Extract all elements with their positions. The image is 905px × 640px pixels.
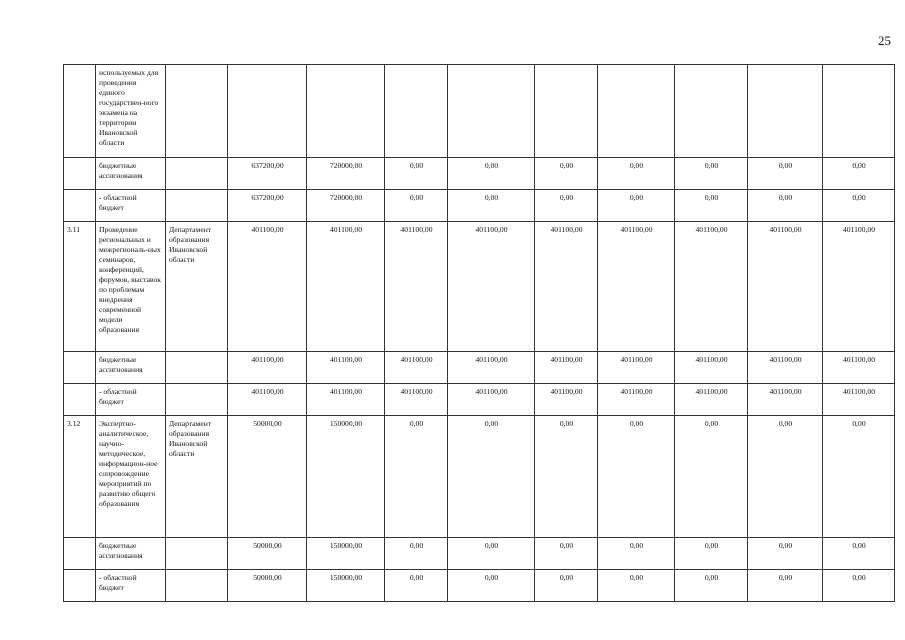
value-cell: 50000,00 <box>228 570 307 602</box>
value-cell: 401100,00 <box>675 222 748 352</box>
row-executor-cell: Департамент образования Ивановской области <box>166 416 228 538</box>
value-cell: 0,00 <box>748 158 823 190</box>
value-cell: 150000,00 <box>307 416 385 538</box>
value-cell: 401100,00 <box>675 384 748 416</box>
row-name-cell: - областной бюджет <box>96 570 166 602</box>
value-cell: 720000,00 <box>307 190 385 222</box>
value-cell: 401100,00 <box>823 384 895 416</box>
value-cell: 0,00 <box>385 570 448 602</box>
value-cell: 637200,00 <box>228 190 307 222</box>
value-cell: 0,00 <box>748 538 823 570</box>
value-cell: 401100,00 <box>823 352 895 384</box>
row-index-cell <box>64 190 96 222</box>
value-cell: 0,00 <box>385 538 448 570</box>
value-cell: 0,00 <box>448 570 535 602</box>
value-cell: 0,00 <box>823 570 895 602</box>
row-name-cell: бюджетные ассигнования <box>96 538 166 570</box>
value-cell: 0,00 <box>675 570 748 602</box>
value-cell: 401100,00 <box>598 352 675 384</box>
value-cell: 0,00 <box>598 158 675 190</box>
value-cell: 0,00 <box>598 570 675 602</box>
value-cell: 0,00 <box>598 538 675 570</box>
value-cell: 0,00 <box>675 158 748 190</box>
value-cell: 0,00 <box>535 570 598 602</box>
row-index-cell <box>64 158 96 190</box>
table-row <box>64 384 895 416</box>
value-cell: 0,00 <box>448 538 535 570</box>
value-cell: 401100,00 <box>228 222 307 352</box>
value-cell: 0,00 <box>598 416 675 538</box>
row-executor-cell <box>166 65 228 158</box>
row-executor-cell <box>166 384 228 416</box>
row-index-cell <box>64 570 96 602</box>
value-cell: 637200,00 <box>228 158 307 190</box>
row-name-cell: - областной бюджет <box>96 384 166 416</box>
row-index-cell: 3.12 <box>64 416 96 538</box>
row-index-cell <box>64 352 96 384</box>
value-cell: 0,00 <box>535 190 598 222</box>
table-row <box>64 538 895 570</box>
value-cell: 401100,00 <box>535 384 598 416</box>
value-cell: 401100,00 <box>535 352 598 384</box>
row-name-cell: - областной бюджет <box>96 190 166 222</box>
table-row <box>64 222 895 352</box>
value-cell: 401100,00 <box>307 222 385 352</box>
value-cell: 0,00 <box>535 416 598 538</box>
value-cell: 0,00 <box>448 416 535 538</box>
value-cell: 50000,00 <box>228 538 307 570</box>
value-cell: 0,00 <box>823 190 895 222</box>
value-cell: 0,00 <box>675 416 748 538</box>
value-cell: 401100,00 <box>748 384 823 416</box>
row-index-cell <box>64 384 96 416</box>
value-cell: 401100,00 <box>385 222 448 352</box>
table-body <box>64 65 895 602</box>
row-executor-cell: Департамент образования Ивановской области <box>166 222 228 352</box>
value-cell <box>307 65 385 158</box>
value-cell: 401100,00 <box>385 352 448 384</box>
value-cell: 401100,00 <box>385 384 448 416</box>
row-name-cell: используемых для проведения единого государствен-ного экзамена на территории Ивановской области <box>96 65 166 158</box>
row-executor-cell <box>166 538 228 570</box>
value-cell <box>823 65 895 158</box>
value-cell: 401100,00 <box>228 352 307 384</box>
value-cell: 150000,00 <box>307 538 385 570</box>
value-cell: 401100,00 <box>598 222 675 352</box>
row-index-cell <box>64 65 96 158</box>
table-row <box>64 352 895 384</box>
value-cell: 401100,00 <box>448 384 535 416</box>
value-cell: 401100,00 <box>675 352 748 384</box>
value-cell: 401100,00 <box>228 384 307 416</box>
budget-table <box>63 64 895 602</box>
table-row <box>64 416 895 538</box>
row-executor-cell <box>166 570 228 602</box>
value-cell: 50000,00 <box>228 416 307 538</box>
value-cell: 150000,00 <box>307 570 385 602</box>
page-number: 25 <box>878 33 891 48</box>
value-cell: 0,00 <box>823 538 895 570</box>
value-cell: 0,00 <box>385 416 448 538</box>
value-cell: 0,00 <box>385 158 448 190</box>
row-executor-cell <box>166 190 228 222</box>
value-cell: 401100,00 <box>823 222 895 352</box>
value-cell: 0,00 <box>385 190 448 222</box>
value-cell: 0,00 <box>748 190 823 222</box>
value-cell: 0,00 <box>535 158 598 190</box>
value-cell <box>448 65 535 158</box>
value-cell: 401100,00 <box>598 384 675 416</box>
value-cell: 401100,00 <box>748 352 823 384</box>
table-row <box>64 190 895 222</box>
value-cell: 0,00 <box>448 158 535 190</box>
value-cell <box>385 65 448 158</box>
value-cell <box>228 65 307 158</box>
row-executor-cell <box>166 352 228 384</box>
value-cell: 0,00 <box>448 190 535 222</box>
value-cell: 0,00 <box>535 538 598 570</box>
value-cell: 0,00 <box>823 416 895 538</box>
value-cell: 401100,00 <box>748 222 823 352</box>
table-row <box>64 65 895 158</box>
value-cell <box>598 65 675 158</box>
value-cell: 401100,00 <box>307 384 385 416</box>
value-cell: 0,00 <box>748 416 823 538</box>
value-cell <box>535 65 598 158</box>
value-cell: 0,00 <box>675 538 748 570</box>
value-cell: 0,00 <box>675 190 748 222</box>
value-cell <box>675 65 748 158</box>
table-row <box>64 570 895 602</box>
row-index-cell: 3.11 <box>64 222 96 352</box>
value-cell: 0,00 <box>823 158 895 190</box>
value-cell: 401100,00 <box>448 352 535 384</box>
table-row <box>64 158 895 190</box>
value-cell: 401100,00 <box>448 222 535 352</box>
row-name-cell: бюджетные ассигнования <box>96 158 166 190</box>
value-cell: 401100,00 <box>535 222 598 352</box>
value-cell <box>748 65 823 158</box>
row-index-cell <box>64 538 96 570</box>
row-name-cell: Экспертно-аналитическое, научно-методическое, информацион-ное сопровождение мероприятий по развитию общего образования <box>96 416 166 538</box>
value-cell: 720000,00 <box>307 158 385 190</box>
row-executor-cell <box>166 158 228 190</box>
value-cell: 401100,00 <box>307 352 385 384</box>
row-name-cell: Проведение региональных и межрегиональ-ных семинаров, конференций, форумов, выставок по проблемам внедрения современной модели образования <box>96 222 166 352</box>
value-cell: 0,00 <box>748 570 823 602</box>
row-name-cell: бюджетные ассигнования <box>96 352 166 384</box>
value-cell: 0,00 <box>598 190 675 222</box>
